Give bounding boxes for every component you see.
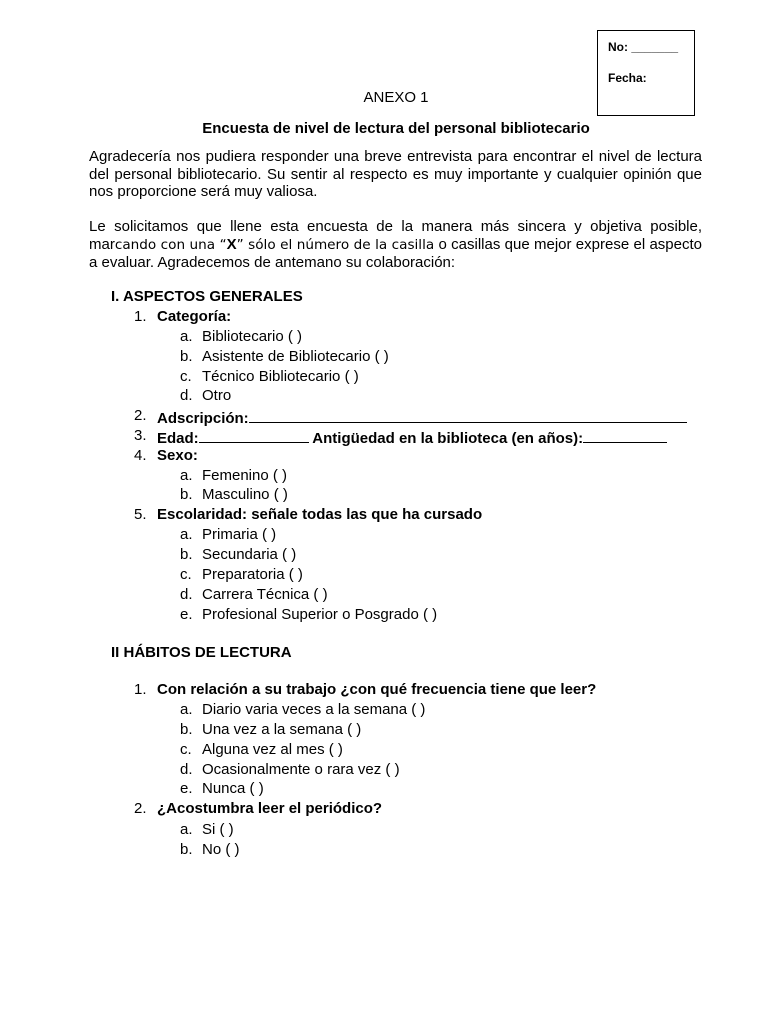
option-letter: b. bbox=[180, 721, 193, 738]
section-1-heading: I. ASPECTOS GENERALES bbox=[111, 288, 303, 305]
option-text: Técnico Bibliotecario ( ) bbox=[202, 368, 359, 385]
option-letter: d. bbox=[180, 387, 193, 404]
instructions-text-4: o casillas que mejor exprese el aspecto a evaluar. Agradecemos de antemano su colaboración: bbox=[89, 235, 702, 271]
instructions-text-3: ” sólo el número de la casilla bbox=[236, 236, 435, 253]
option-letter: b. bbox=[180, 348, 193, 365]
option-text: No ( ) bbox=[202, 841, 240, 858]
option-letter: b. bbox=[180, 546, 193, 563]
instructions-mark: X bbox=[226, 235, 237, 253]
option-text: Bibliotecario ( ) bbox=[202, 328, 303, 345]
option-letter: e. bbox=[180, 780, 193, 797]
question-number: 2. bbox=[134, 800, 147, 817]
option-text: Nunca ( ) bbox=[202, 780, 264, 797]
option-text: Profesional Superior o Posgrado ( ) bbox=[202, 606, 438, 623]
option-text: Preparatoria ( ) bbox=[202, 566, 303, 583]
question-sex: Sexo: bbox=[157, 447, 198, 464]
question-number: 2. bbox=[134, 407, 147, 424]
option-letter: a. bbox=[180, 821, 193, 838]
adscription-label: Adscripción: bbox=[157, 410, 249, 427]
question-number: 3. bbox=[134, 427, 147, 444]
question-number: 1. bbox=[134, 681, 147, 698]
intro-paragraph: Agradecería nos pudiera responder una breve entrevista para encontrar el nivel de lectura del personal bibliotecario. Su sentir al respecto es muy importante y cualquier opinión que nos proporcione será muy valiosa. bbox=[89, 148, 702, 200]
question-number: 5. bbox=[134, 506, 147, 523]
instructions-text-1: Le solicitamos que llene esta encuesta de la manera más sincera y objetiva posible, mar bbox=[89, 218, 702, 253]
section-2-heading: II HÁBITOS DE LECTURA bbox=[111, 644, 292, 661]
option-letter: a. bbox=[180, 701, 193, 718]
option-letter: b. bbox=[180, 486, 193, 503]
age-blank-line bbox=[199, 428, 309, 443]
option-text: Primaria ( ) bbox=[202, 526, 277, 543]
option-text: Masculino ( ) bbox=[202, 486, 288, 503]
option-text: Femenino ( ) bbox=[202, 467, 288, 484]
option-text: Alguna vez al mes ( ) bbox=[202, 741, 343, 758]
option-text: Otro bbox=[202, 387, 232, 404]
survey-title: Encuesta de nivel de lectura del personal bibliotecario bbox=[202, 120, 590, 137]
seniority-blank-line bbox=[583, 428, 667, 443]
question-category: Categoría: bbox=[157, 308, 232, 325]
option-letter: d. bbox=[180, 586, 193, 603]
question-adscription bbox=[157, 408, 687, 426]
option-text: Si ( ) bbox=[202, 821, 234, 838]
number-field-label: No: _______ bbox=[608, 40, 679, 54]
option-letter: c. bbox=[180, 368, 192, 385]
option-text: Asistente de Bibliotecario ( ) bbox=[202, 348, 389, 365]
question-number: 4. bbox=[134, 447, 147, 464]
question-number: 1. bbox=[134, 308, 147, 325]
date-field-label: Fecha: bbox=[608, 71, 647, 85]
seniority-label: Antigüedad en la biblioteca (en años): bbox=[308, 430, 584, 447]
option-letter: c. bbox=[180, 566, 192, 583]
question-reading-frequency: Con relación a su trabajo ¿con qué frecuencia tiene que leer? bbox=[157, 681, 597, 698]
question-schooling: Escolaridad: señale todas las que ha cursado bbox=[157, 506, 483, 523]
option-letter: a. bbox=[180, 526, 193, 543]
instructions-paragraph bbox=[89, 218, 702, 272]
instructions-text-2: cando con una “ bbox=[114, 236, 227, 253]
option-text: Carrera Técnica ( ) bbox=[202, 586, 328, 603]
option-text: Diario varia veces a la semana ( ) bbox=[202, 701, 426, 718]
option-letter: a. bbox=[180, 328, 193, 345]
option-letter: d. bbox=[180, 761, 193, 778]
question-newspaper: ¿Acostumbra leer el periódico? bbox=[157, 800, 383, 817]
annex-title: ANEXO 1 bbox=[363, 89, 429, 106]
question-age bbox=[157, 428, 667, 446]
option-text: Una vez a la semana ( ) bbox=[202, 721, 362, 738]
option-text: Secundaria ( ) bbox=[202, 546, 297, 563]
option-letter: e. bbox=[180, 606, 193, 623]
adscription-blank-line bbox=[249, 408, 687, 423]
option-letter: a. bbox=[180, 467, 193, 484]
option-text: Ocasionalmente o rara vez ( ) bbox=[202, 761, 400, 778]
age-label: Edad: bbox=[157, 430, 199, 447]
option-letter: c. bbox=[180, 741, 192, 758]
option-letter: b. bbox=[180, 841, 193, 858]
